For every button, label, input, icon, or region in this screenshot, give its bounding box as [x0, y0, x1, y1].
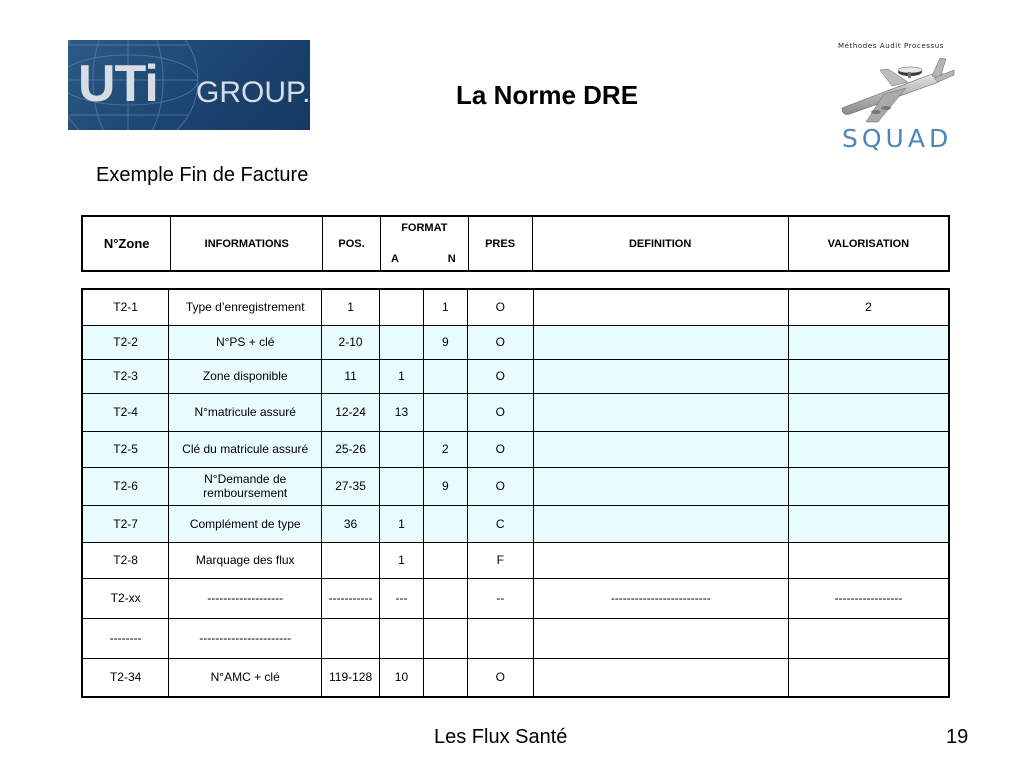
cell-pos: 2-10 — [322, 325, 380, 359]
cell-format-a: 1 — [380, 542, 424, 578]
cell-format-a — [380, 325, 424, 359]
cell-informations: ----------------------- — [169, 618, 322, 658]
cell-valorisation — [788, 393, 949, 431]
header-format — [380, 216, 468, 271]
logo-group-text: GROUP. — [196, 76, 310, 109]
logo-uti-text: UTi — [78, 55, 158, 113]
cell-pres: O — [467, 359, 533, 393]
cell-informations: ------------------- — [169, 578, 322, 618]
cell-definition — [533, 289, 788, 325]
cell-pres: O — [467, 467, 533, 505]
cell-zone: -------- — [82, 618, 169, 658]
cell-pos: ----------- — [322, 578, 380, 618]
cell-valorisation — [788, 431, 949, 467]
cell-pos: 36 — [322, 505, 380, 542]
cell-zone: T2-5 — [82, 431, 169, 467]
cell-format-n — [423, 505, 467, 542]
cell-format-n — [423, 658, 467, 697]
squad-logo — [836, 40, 958, 155]
cell-definition — [533, 467, 788, 505]
header-format-n: N — [447, 253, 456, 265]
cell-format-n — [423, 618, 467, 658]
cell-format-a — [380, 618, 424, 658]
table-row — [82, 289, 949, 325]
cell-zone: T2-34 — [82, 658, 169, 697]
data-table — [81, 288, 950, 698]
header-informations: INFORMATIONS — [171, 216, 323, 271]
cell-pos: 119-128 — [322, 658, 380, 697]
cell-pres: -- — [467, 578, 533, 618]
section-subtitle: Exemple Fin de Facture — [96, 164, 309, 186]
header-pos: POS. — [323, 216, 381, 271]
table-row — [82, 578, 949, 618]
cell-pos: 27-35 — [322, 467, 380, 505]
cell-format-a: --- — [380, 578, 424, 618]
table-row — [82, 325, 949, 359]
cell-pres: C — [467, 505, 533, 542]
cell-pos — [322, 542, 380, 578]
table-row — [82, 618, 949, 658]
cell-zone: T2-8 — [82, 542, 169, 578]
cell-definition — [533, 325, 788, 359]
cell-definition — [533, 542, 788, 578]
cell-format-n: 9 — [423, 467, 467, 505]
cell-format-n — [423, 542, 467, 578]
cell-format-n: 1 — [423, 289, 467, 325]
cell-format-a — [380, 467, 424, 505]
cell-pos: 11 — [322, 359, 380, 393]
page-title: La Norme DRE — [456, 80, 639, 110]
cell-valorisation — [788, 658, 949, 697]
cell-format-n: 2 — [423, 431, 467, 467]
cell-format-a — [380, 431, 424, 467]
squad-caption: Méthodes Audit Processus — [838, 42, 945, 50]
cell-zone: T2-3 — [82, 359, 169, 393]
cell-informations: Marquage des flux — [169, 542, 322, 578]
cell-valorisation — [788, 618, 949, 658]
cell-pos: 1 — [322, 289, 380, 325]
cell-format-a: 1 — [380, 505, 424, 542]
cell-pres: O — [467, 658, 533, 697]
airplane-icon — [836, 52, 958, 132]
cell-format-n — [423, 393, 467, 431]
cell-valorisation — [788, 359, 949, 393]
table-row — [82, 467, 949, 505]
cell-informations: N°Demande de remboursement — [169, 467, 322, 505]
cell-pres: O — [467, 325, 533, 359]
cell-definition — [533, 618, 788, 658]
cell-format-a: 10 — [380, 658, 424, 697]
cell-format-n — [423, 578, 467, 618]
header-definition: DEFINITION — [532, 216, 788, 271]
header-format-label: FORMAT — [401, 222, 448, 234]
table-row — [82, 658, 949, 697]
cell-informations: Type d’enregistrement — [169, 289, 322, 325]
header-zone: N°Zone — [82, 216, 171, 271]
cell-definition — [533, 505, 788, 542]
header-pres: PRES — [468, 216, 532, 271]
cell-valorisation: ----------------- — [788, 578, 949, 618]
cell-pos: 12-24 — [322, 393, 380, 431]
cell-informations: Zone disponible — [169, 359, 322, 393]
cell-zone: T2-1 — [82, 289, 169, 325]
cell-definition: ------------------------- — [533, 578, 788, 618]
cell-zone: T2-4 — [82, 393, 169, 431]
page-number: 19 — [946, 726, 969, 748]
cell-informations: Clé du matricule assuré — [169, 431, 322, 467]
cell-format-a — [380, 289, 424, 325]
cell-definition — [533, 393, 788, 431]
cell-definition — [533, 658, 788, 697]
cell-format-n — [423, 359, 467, 393]
cell-zone: T2-7 — [82, 505, 169, 542]
cell-definition — [533, 359, 788, 393]
cell-format-a: 1 — [380, 359, 424, 393]
cell-informations: N°AMC + clé — [169, 658, 322, 697]
squad-word: SQUAD — [842, 124, 953, 153]
cell-zone: T2-2 — [82, 325, 169, 359]
footer-label: Les Flux Santé — [434, 726, 568, 748]
table-row — [82, 431, 949, 467]
column-header-table — [81, 215, 950, 272]
cell-valorisation — [788, 505, 949, 542]
cell-pres: O — [467, 289, 533, 325]
cell-valorisation: 2 — [788, 289, 949, 325]
table-row — [82, 359, 949, 393]
cell-pres: O — [467, 393, 533, 431]
cell-valorisation — [788, 467, 949, 505]
cell-valorisation — [788, 542, 949, 578]
header-valorisation: VALORISATION — [788, 216, 949, 271]
cell-pres: F — [467, 542, 533, 578]
cell-format-n: 9 — [423, 325, 467, 359]
table-row — [82, 393, 949, 431]
cell-pos: 25-26 — [322, 431, 380, 467]
cell-pres — [467, 618, 533, 658]
cell-informations: Complément de type — [169, 505, 322, 542]
cell-informations: N°matricule assuré — [169, 393, 322, 431]
cell-zone: T2-xx — [82, 578, 169, 618]
table-row — [82, 542, 949, 578]
cell-pos — [322, 618, 380, 658]
cell-format-a: 13 — [380, 393, 424, 431]
cell-definition — [533, 431, 788, 467]
uti-group-logo — [68, 40, 310, 130]
table-row — [82, 505, 949, 542]
header-format-a: A — [390, 253, 399, 265]
cell-pres: O — [467, 431, 533, 467]
cell-zone: T2-6 — [82, 467, 169, 505]
cell-informations: N°PS + clé — [169, 325, 322, 359]
cell-valorisation — [788, 325, 949, 359]
